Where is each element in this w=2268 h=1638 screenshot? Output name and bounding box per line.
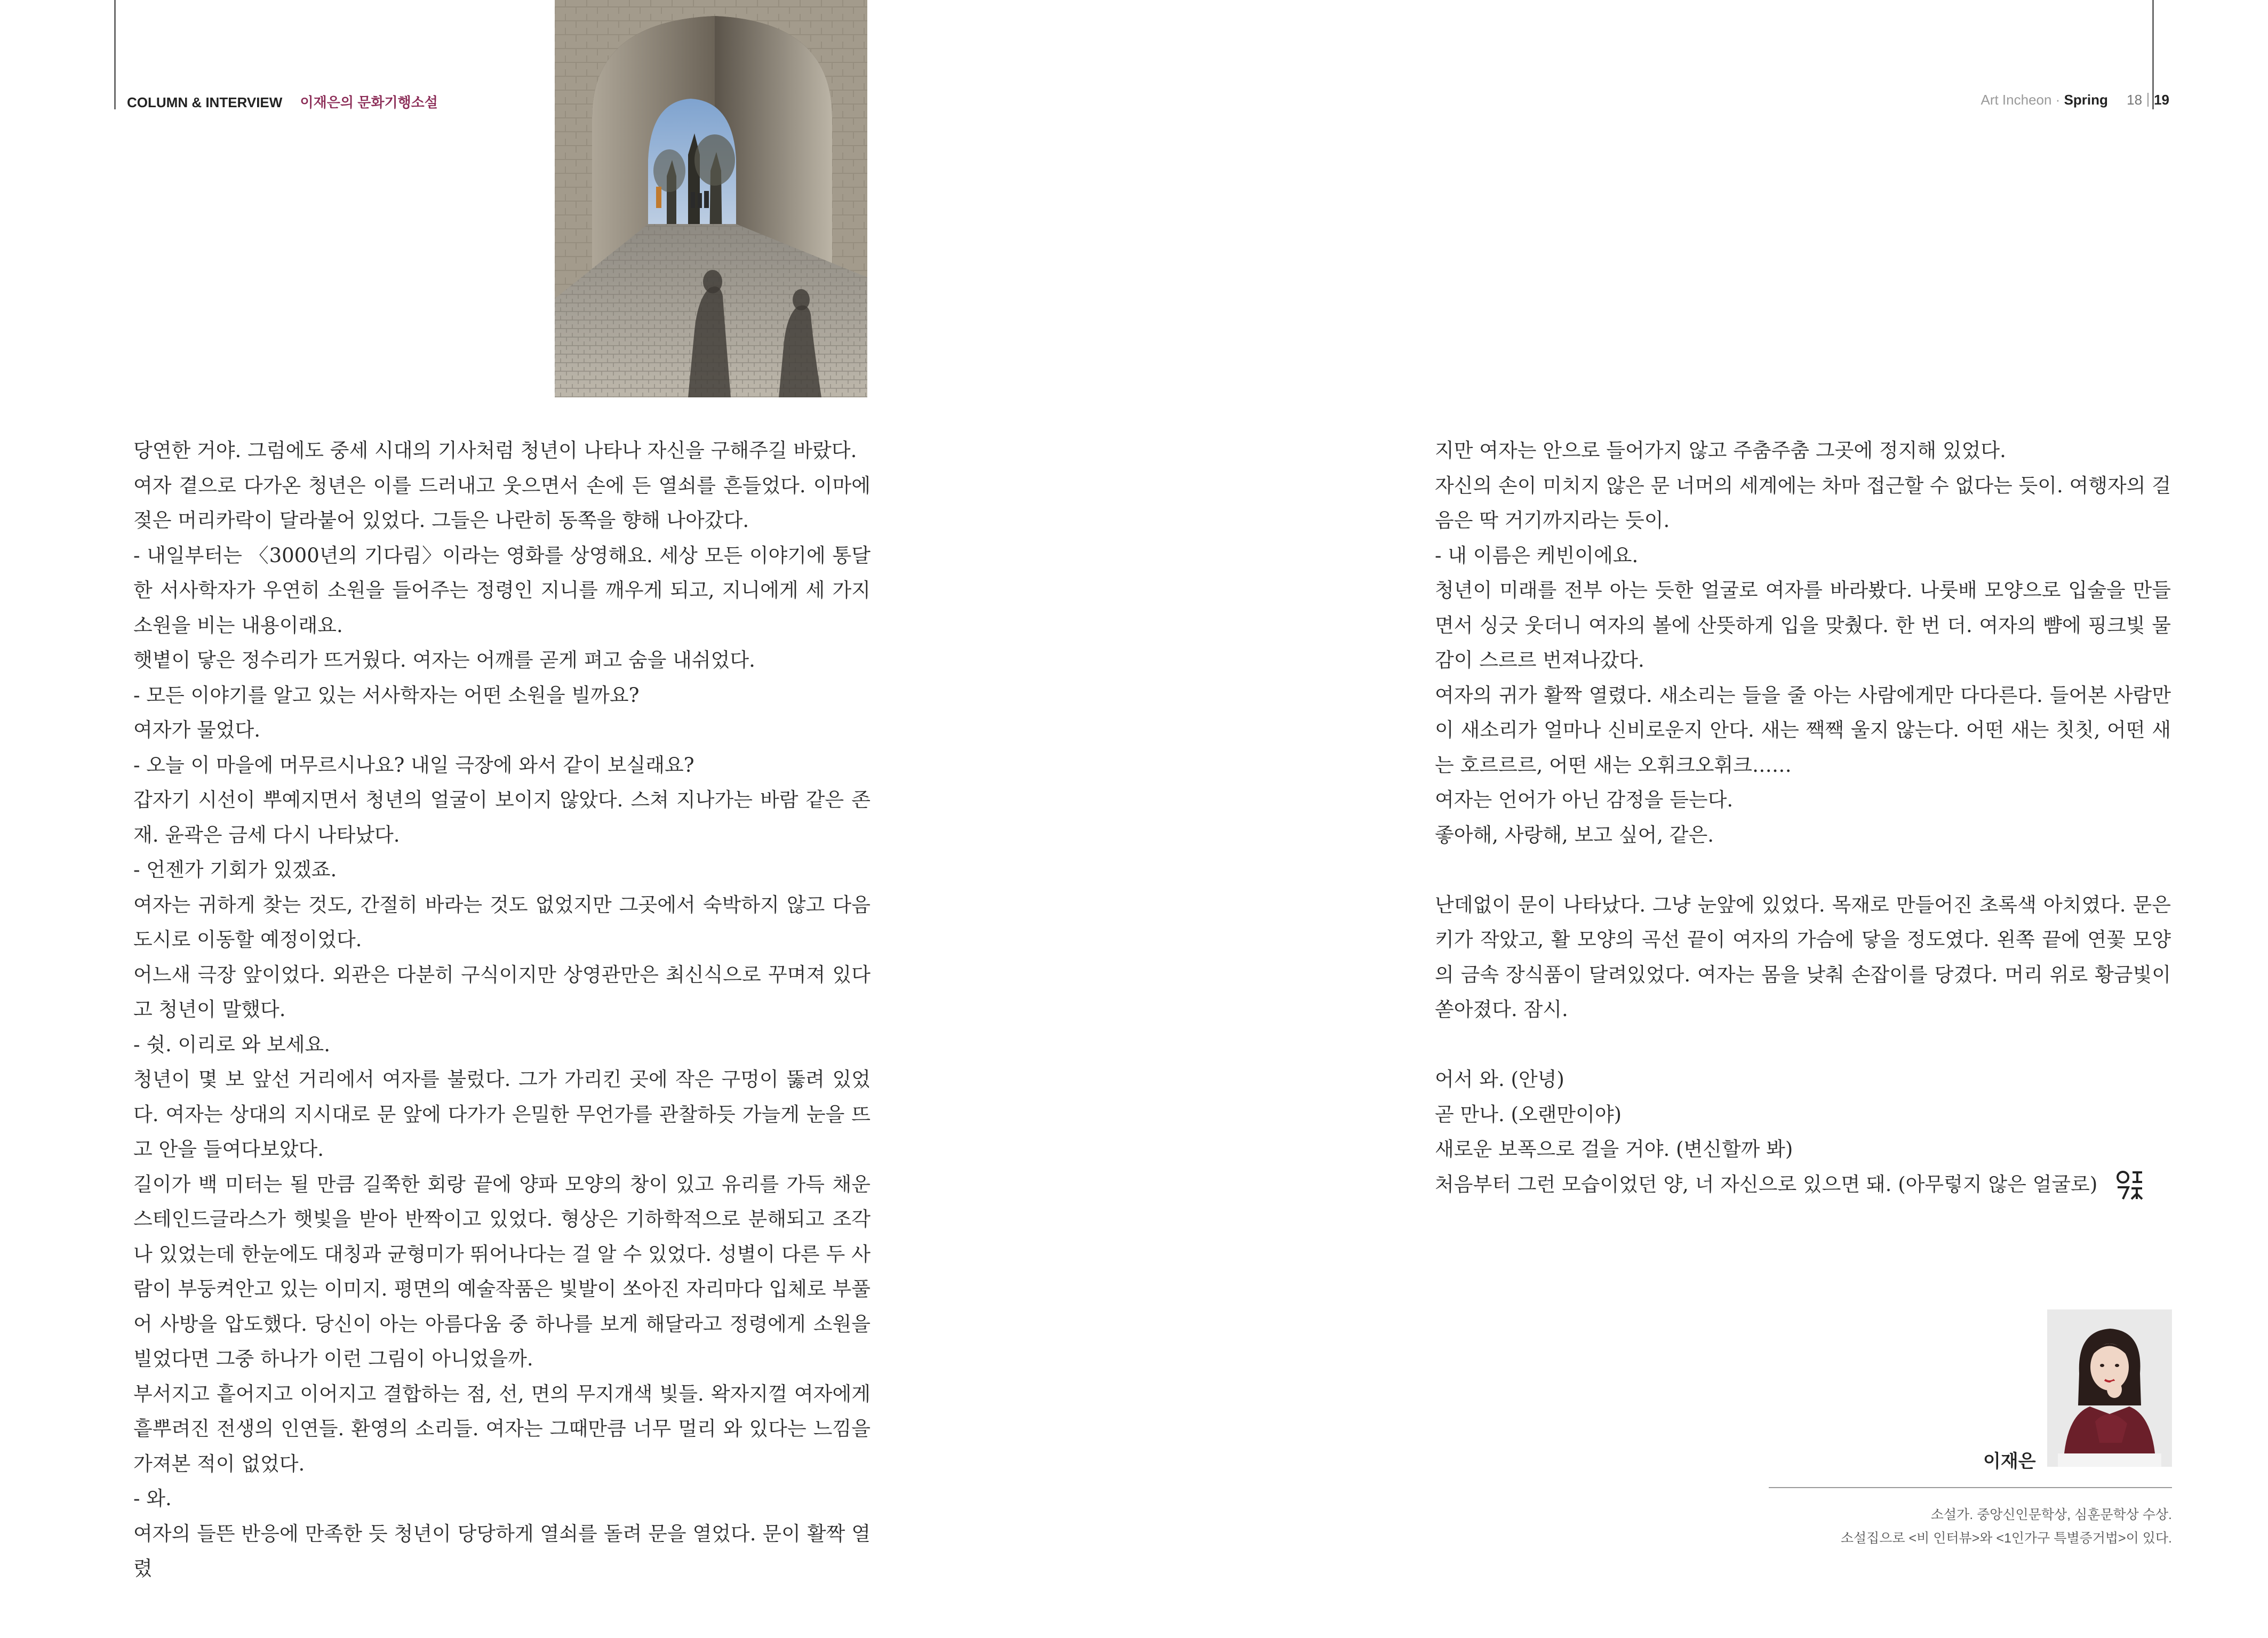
section-label: COLUMN & INTERVIEW [127, 94, 283, 110]
running-header-right [1980, 92, 2169, 108]
paragraph: 여자의 귀가 활짝 열렸다. 새소리는 들을 줄 아는 사람에게만 다다른다. 들어본 사람만이 새소리가 얼마나 신비로운지 안다. 새는 짹짹 울지 않는다. 어떤 새는 칫칫, 어떤 새는 호르르르, 어떤 새는 오휘크오휘크…… [1435, 683, 2171, 777]
paragraph: 당연한 거야. 그럼에도 중세 시대의 기사처럼 청년이 나타나 자신을 구해주길 바랐다. [133, 439, 857, 462]
paragraph: 길이가 백 미터는 될 만큼 길쭉한 회랑 끝에 양파 모양의 창이 있고 유리를 가득 채운 스테인드글라스가 햇빛을 받아 반짝이고 있었다. 형상은 기하학적으로 분해되고 조각나 있었는데 한눈에도 대칭과 균형미가 뛰어나다는 걸 알 수 있었다. 성별이 다른 두 사람이 부둥켜안고 있는 이미지. 평면의 예술작품은 빛발이 쏘아진 자리마다 입체로 부풀어 사방을 압도했다. 당신이 아는 아름다움 중 하나를 보게 해달라고 정령에게 소원을 빌었다면 그중 하나가 이런 그림이 아니었을까. [133, 1172, 871, 1370]
author-divider [1769, 1487, 2172, 1488]
paragraph: 좋아해, 사랑해, 보고 싶어, 같은. [1435, 823, 1714, 846]
paragraph: 청년이 몇 보 앞선 거리에서 여자를 불렀다. 그가 가리킨 곳에 작은 구멍이 뚫려 있었다. 여자는 상대의 지시대로 문 앞에 다가가 은밀한 무언가를 관찰하듯 가늘게 눈을 뜨고 안을 들여다보았다. [133, 1068, 871, 1161]
paragraph: 청년이 미래를 전부 아는 듯한 얼굴로 여자를 바라봤다. 나룻배 모양으로 입술을 만들면서 싱긋 웃더니 여자의 볼에 산뜻하게 입을 맞췄다. 한 번 더. 여자의 뺨에 핑크빛 물감이 스르르 번져나갔다. [1435, 579, 2171, 672]
paragraph: - 내일부터는 〈3000년의 기다림〉이라는 영화를 상영해요. 세상 모든 이야기에 통달한 서사학자가 우연히 소원을 들어주는 정령인 지니를 깨우게 되고, 지니에게 세 가지 소원을 비는 내용이래요. [133, 544, 871, 637]
paragraph: 어서 와. (안녕) [1435, 1068, 1564, 1091]
page-number-divider [2147, 93, 2149, 107]
series-title: 이재은의 문화기행소설 [300, 94, 438, 110]
end-mark-icon [2115, 1170, 2144, 1201]
article-column-left [133, 433, 871, 1586]
paragraph: 여자는 언어가 아닌 감정을 듣는다. [1435, 788, 1734, 811]
paragraph: 자신의 손이 미치지 않은 문 너머의 세계에는 차마 접근할 수 없다는 듯이. 여행자의 걸음은 딱 거기까지라는 듯이. [1435, 474, 2171, 532]
paragraph: 여자가 물었다. [133, 718, 260, 741]
paragraph: 곧 만나. (오랜만이야) [1435, 1102, 1622, 1126]
paragraph: - 오늘 이 마을에 머무르시나요? 내일 극장에 와서 같이 보실래요? [133, 753, 694, 777]
paragraph: 부서지고 흩어지고 이어지고 결합하는 점, 선, 면의 무지개색 빛들. 왁자지껄 여자에게 흩뿌려진 전생의 인연들. 환영의 소리들. 여자는 그때만큼 너무 멀리 와 있다는 느낌을 가져본 적이 없었다. [133, 1382, 871, 1475]
paragraph: 여자는 귀하게 찾는 것도, 간절히 바라는 것도 없었지만 그곳에서 숙박하지 않고 다음 도시로 이동할 예정이었다. [133, 893, 871, 951]
paragraph-gap [1435, 1027, 2171, 1062]
paragraph: - 모든 이야기를 알고 있는 서사학자는 어떤 소원을 빌까요? [133, 683, 640, 707]
author-bio-line: 소설집으로 <비 인터뷰>와 <1인가구 특별증거법>이 있다. [1840, 1531, 2172, 1546]
paragraph: 새로운 보폭으로 걸을 거야. (변신할까 봐) [1435, 1138, 1793, 1161]
paragraph: - 쉿. 이리로 와 보세요. [133, 1033, 331, 1056]
paragraph: 햇볕이 닿은 정수리가 뜨거웠다. 여자는 어깨를 곧게 펴고 숨을 내쉬었다. [133, 649, 755, 672]
paragraph-gap [1435, 852, 2171, 888]
paragraph: 갑자기 시선이 뿌예지면서 청년의 얼굴이 보이지 않았다. 스쳐 지나가는 바람 같은 존재. 윤곽은 금세 다시 나타났다. [133, 788, 871, 846]
article-column-right [1435, 433, 2171, 1202]
magazine-name: Art Incheon · [1980, 92, 2061, 108]
author-portrait [2047, 1309, 2172, 1467]
paragraph-text: 처음부터 그런 모습이었던 양, 너 자신으로 있으면 돼. (아무렇지 않은 얼굴로) [1435, 1172, 2098, 1196]
archway-photo [555, 0, 867, 397]
paragraph: 여자의 들뜬 반응에 만족한 듯 청년이 당당하게 열쇠를 돌려 문을 열었다. 문이 활짝 열렸 [133, 1522, 871, 1580]
paragraph: 어느새 극장 앞이었다. 외관은 다분히 구식이지만 상영관만은 최신식으로 꾸며져 있다고 청년이 말했다. [133, 963, 871, 1021]
page-number-right: 19 [2154, 92, 2169, 108]
paragraph: - 언젠가 기회가 있겠죠. [133, 858, 337, 881]
paragraph: 난데없이 문이 나타났다. 그냥 눈앞에 있었다. 목재로 만들어진 초록색 아치였다. 문은 키가 작았고, 활 모양의 곡선 끝이 여자의 가슴에 닿을 정도였다. 왼쪽 끝에 연꽃 모양의 금속 장식품이 달려있었다. 여자는 몸을 낮춰 손잡이를 당겼다. 머리 위로 황금빛이 쏟아졌다. 잠시. [1435, 893, 2171, 1021]
season-label: Spring [2064, 92, 2108, 108]
author-name: 이재은 [1983, 1451, 2036, 1472]
final-paragraph [1435, 1167, 2171, 1202]
paragraph: - 와. [133, 1487, 172, 1510]
paragraph: - 내 이름은 케빈이에요. [1435, 544, 1639, 567]
page-number-left: 18 [2127, 92, 2143, 108]
left-margin-rule [114, 0, 116, 109]
paragraph: 지만 여자는 안으로 들어가지 않고 주춤주춤 그곳에 정지해 있었다. [1435, 439, 2006, 462]
author-bio-line: 소설가. 중앙신인문학상, 심훈문학상 수상. [1930, 1507, 2172, 1522]
author-bio [1692, 1503, 2172, 1550]
running-header-left [127, 92, 438, 111]
paragraph: 여자 곁으로 다가온 청년은 이를 드러내고 웃으면서 손에 든 열쇠를 흔들었다. 이마에 젖은 머리카락이 달라붙어 있었다. 그들은 나란히 동쪽을 향해 나아갔다. [133, 474, 871, 532]
